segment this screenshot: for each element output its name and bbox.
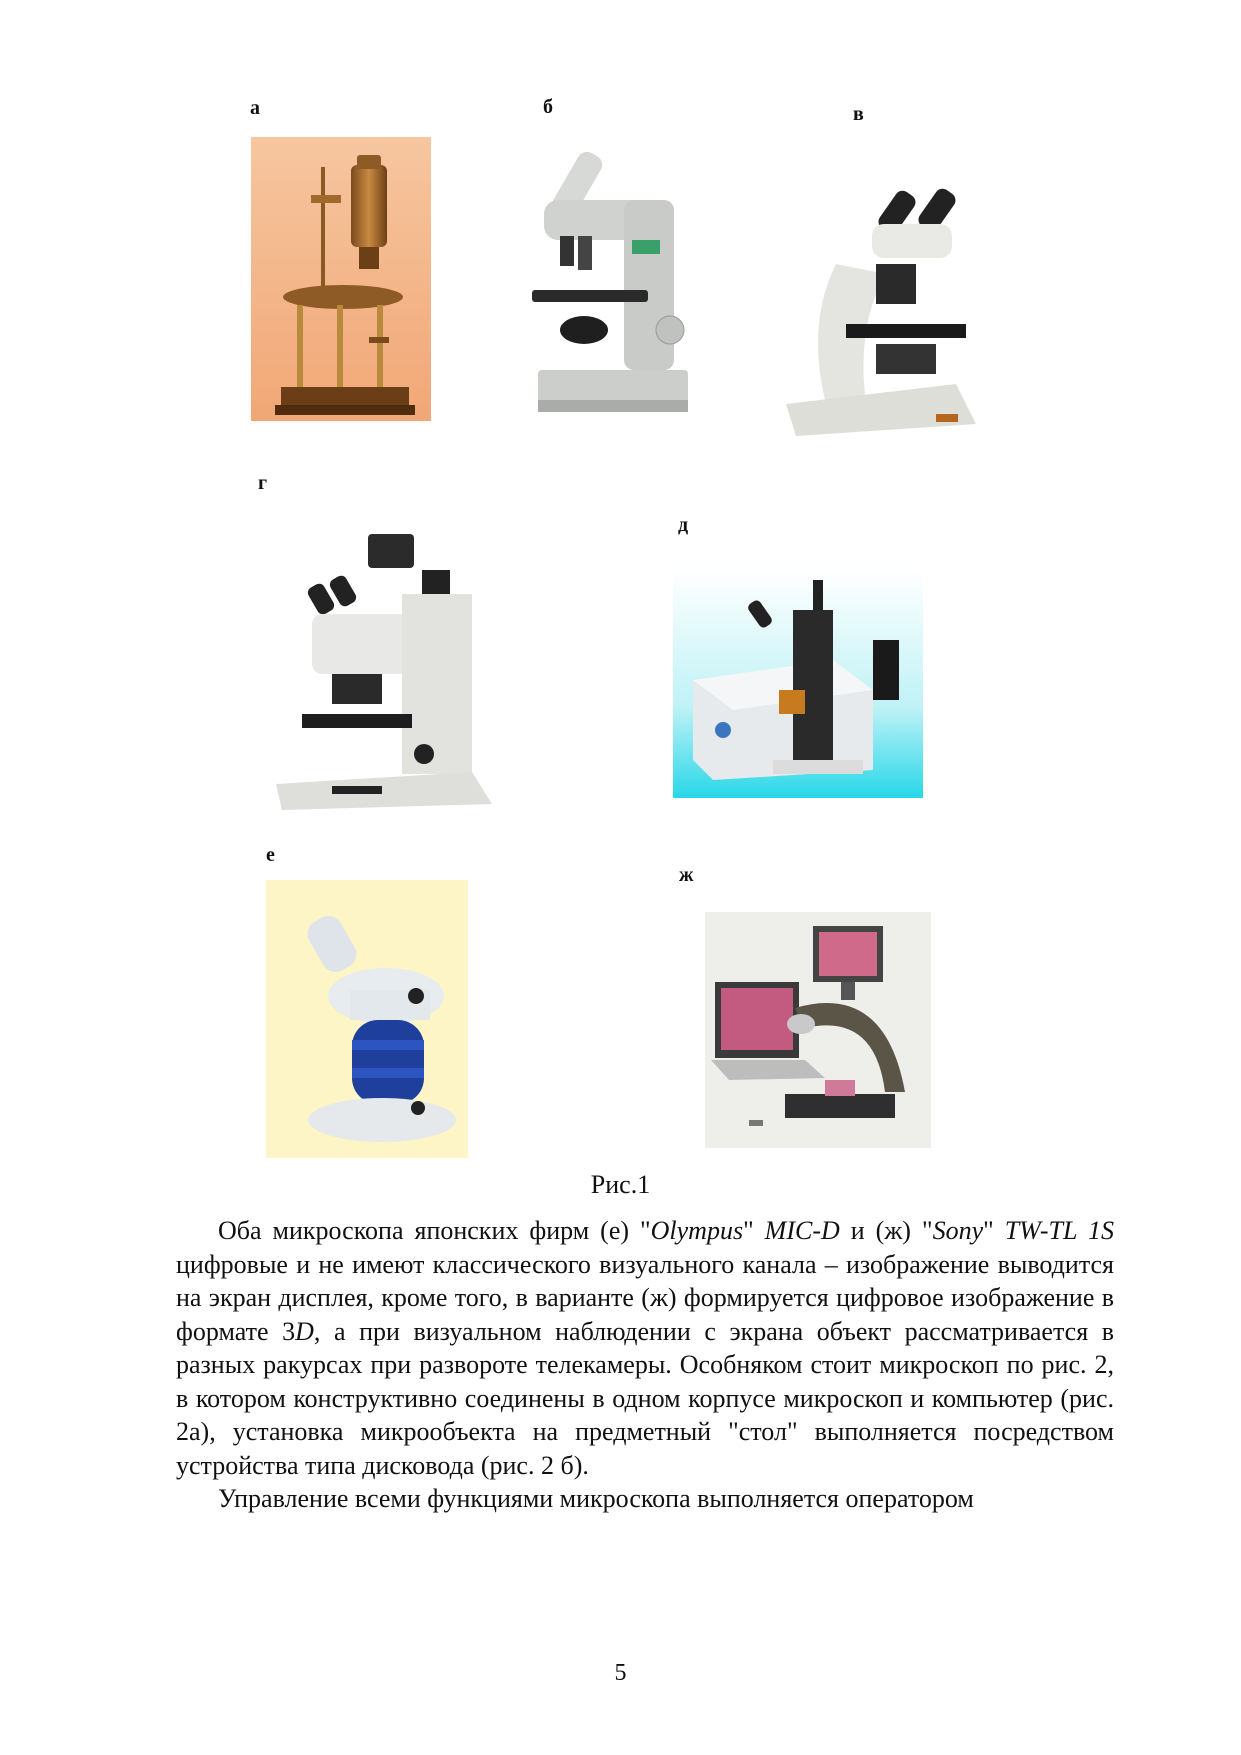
photo-olympus-digital-microscope xyxy=(266,880,468,1158)
panel-label-v: в xyxy=(853,103,864,125)
panel-label-b: б xyxy=(543,96,553,118)
paragraph-1 xyxy=(176,1214,1114,1482)
panel-label-d: д xyxy=(678,514,689,536)
p1-sony: Sony xyxy=(932,1216,984,1245)
body-text xyxy=(176,1214,1114,1516)
p1-d: D xyxy=(295,1316,314,1346)
panel-label-a: а xyxy=(250,97,260,119)
p1-seg9: цифровые и не имеют классического визуального канала – изображение выводится на экран дисплея, кроме того, в варианте (ж) формируется цифровое изображение в формате 3 xyxy=(176,1249,1114,1346)
p1-mic-d: MIC-D xyxy=(764,1216,840,1245)
photo-monocular-microscope xyxy=(524,140,700,422)
panel-label-g: г xyxy=(258,472,268,494)
p1-tw-tl: TW-TL 1S xyxy=(1004,1216,1114,1245)
paragraph-2: Управление всеми функциями микроскопа выполняется оператором xyxy=(218,1484,974,1513)
panel-label-e: е xyxy=(266,844,275,866)
p1-olympus: Olympus xyxy=(650,1216,744,1245)
photo-antique-microscope xyxy=(251,137,431,421)
p1-seg5: и (ж) " xyxy=(839,1216,933,1245)
photo-sony-3d-microscope xyxy=(705,912,931,1148)
panel-label-zh: ж xyxy=(679,864,694,886)
photo-fluorescence-system xyxy=(673,570,923,798)
p1-seg3: " xyxy=(743,1216,765,1245)
p1-seg7: " xyxy=(983,1216,1005,1245)
photo-research-microscope xyxy=(272,524,496,812)
p1-seg1: Оба микроскопа японских фирм (е) " xyxy=(218,1216,651,1245)
photo-binocular-microscope xyxy=(776,174,984,456)
figure-caption: Рис.1 xyxy=(590,1170,651,1199)
p1-seg11: , а при визуальном наблюдении с экрана объект рассматривается в разных ракурсах при развороте телекамеры. Особняком стоит микроскоп по рис. 2, в котором конструктивно соединены в одном корпусе микроскоп и компьютер (рис. 2а), установка микрообъекта на предметный "стол" выполняется посредством устройства типа дисковода (рис. 2 б). xyxy=(176,1316,1115,1480)
page-number: 5 xyxy=(614,1660,627,1686)
